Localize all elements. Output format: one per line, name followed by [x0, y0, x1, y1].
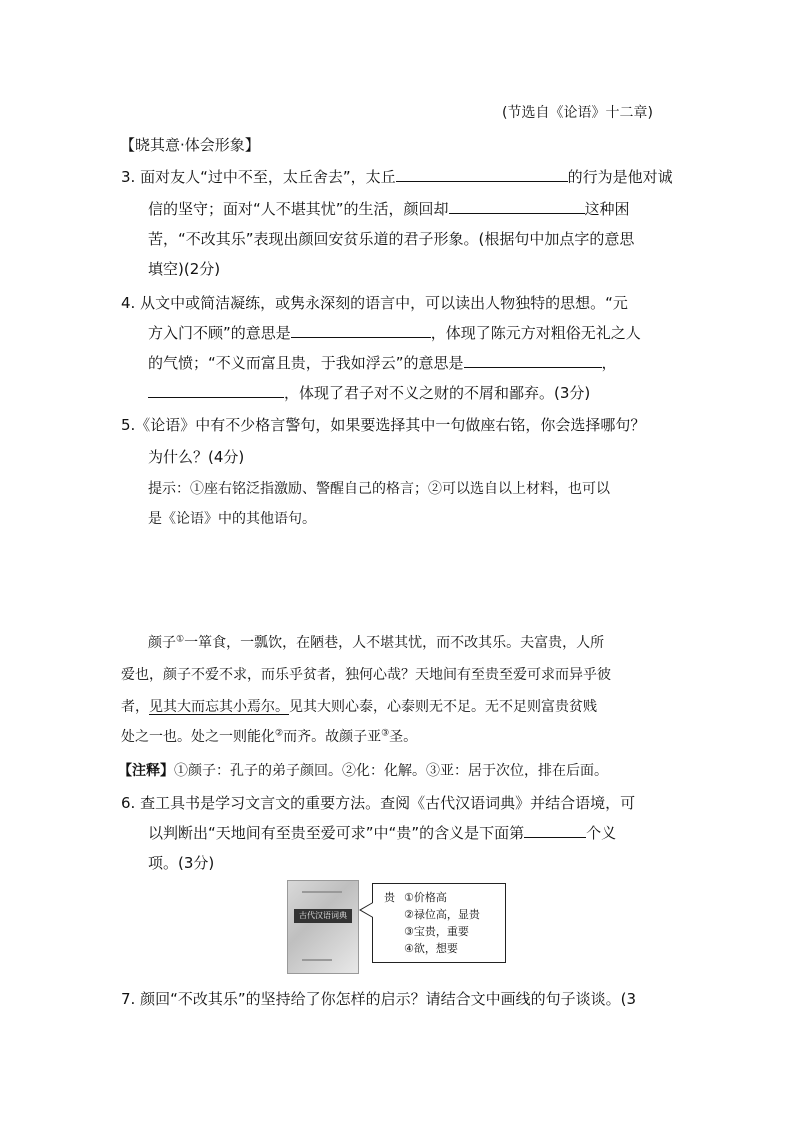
dictionary-sense-4: ④欲，想要	[404, 942, 458, 955]
footnote-mark-1: ①	[176, 634, 185, 645]
passage-line-4	[121, 726, 417, 746]
q5-hint-2: 是《论语》中的其他语句。	[148, 511, 316, 527]
passage-text-4b: 而齐。故颜子亚	[283, 729, 382, 745]
passage-text-1a: 颜子	[148, 635, 176, 651]
q4-line-3	[148, 352, 617, 373]
q4-line-2	[148, 322, 641, 343]
q5-line-1: 5.《论语》中有不少格言警句，如果要选择其中一句做座右铭，你会选择哪句？	[121, 416, 646, 434]
q4-answer-blank-1[interactable]	[291, 323, 431, 338]
q4-text-2a: 方入门不顾”的意思是	[148, 324, 291, 342]
notes-label: 【注释】	[118, 763, 174, 779]
q4-text-4: ，体现了君子对不义之财的不屑和鄙弃。(3分)	[284, 384, 591, 402]
q3-text-2b: 这种困	[584, 200, 630, 218]
q6-text-2b: 个义	[586, 824, 617, 842]
q3-line-4: 填空)(2分)	[148, 260, 221, 278]
dictionary-sense-1: ①价格高	[404, 891, 447, 904]
passage-text-4a: 处之一也。处之一则能化	[121, 729, 275, 745]
notes-text: ①颜子：孔子的弟子颜回。②化：化解。③亚：居于次位，排在后面。	[174, 763, 608, 779]
dictionary-sense-3: ③宝贵，重要	[404, 925, 469, 938]
annotation-notes	[118, 760, 608, 780]
q3-text-1b: 的行为是他对诚	[567, 168, 673, 186]
q5-line-2: 为什么？(4分)	[148, 448, 245, 466]
underlined-sentence: 见其大而忘其小焉尔。	[149, 699, 289, 715]
source-note: (节选自《论语》十二章)	[502, 105, 653, 121]
callout-pointer-fill	[361, 903, 373, 917]
q4-answer-blank-3[interactable]	[148, 383, 284, 398]
dictionary-entry-char: 贵	[384, 891, 395, 904]
book-decoration	[302, 959, 332, 961]
dictionary-sense-2: ②禄位高，显贵	[404, 908, 480, 921]
passage-text-3a: 者，	[121, 699, 149, 715]
q6-text-2a: 以判断出“天地间有至贵至爱可求”中“贵”的含义是下面第	[148, 824, 525, 842]
dictionary-book-image	[287, 880, 359, 974]
dictionary-book-title: 古代汉语词典	[294, 909, 352, 923]
book-decoration	[302, 891, 342, 893]
q4-answer-blank-2[interactable]	[464, 353, 602, 368]
q4-text-3b: ，	[601, 354, 617, 372]
q5-hint-1: 提示：①座右铭泛指激励、警醒自己的格言；②可以选自以上材料，也可以	[148, 481, 610, 497]
passage-line-2: 爱也，颜子不爱不求，而乐乎贫者，独何心哉？天地间有至贵至爱可求而异乎彼	[121, 667, 611, 683]
passage-text-1b: 一箪食，一瓢饮，在陋巷，人不堪其忧，而不改其乐。夫富贵，人所	[184, 635, 605, 651]
q7-line-1: 7. 颜回“不改其乐”的坚持给了你怎样的启示？请结合文中画线的句子谈谈。(3	[121, 990, 637, 1008]
q3-answer-blank-1[interactable]	[396, 167, 568, 182]
q3-line-2	[148, 198, 630, 219]
q3-answer-blank-2[interactable]	[449, 199, 585, 214]
q6-answer-blank[interactable]	[524, 823, 586, 838]
q4-text-2b: ，体现了陈元方对粗俗无礼之人	[430, 324, 641, 342]
q4-text-3a: 的气愤；“不义而富且贵，于我如浮云”的意思是	[148, 354, 464, 372]
passage-text-4c: 圣。	[389, 729, 418, 745]
q3-text-2a: 信的坚守；面对“人不堪其忧”的生活，颜回却	[148, 200, 449, 218]
q4-line-1: 4. 从文中或简洁凝练，或隽永深刻的语言中，可以读出人物独特的思想。“元	[121, 294, 628, 312]
q6-line-2	[148, 822, 616, 843]
q3-text-1a: 3. 面对友人“过中不至，太丘舍去”，太丘	[121, 168, 396, 186]
passage-text-3b: 见其大则心泰，心泰则无不足。无不足则富贵贫贱	[289, 699, 597, 715]
q3-line-3: 苦，“不改其乐”表现出颜回安贫乐道的君子形象。(根据句中加点字的意思	[148, 230, 635, 248]
q6-line-1: 6. 查工具书是学习文言文的重要方法。查阅《古代汉语词典》并结合语境，可	[121, 794, 636, 812]
section-heading: 【晓其意·体会形象】	[120, 136, 260, 154]
q6-line-3: 项。(3分)	[148, 854, 215, 872]
footnote-mark-2: ②	[275, 728, 284, 739]
q3-line-1	[121, 166, 673, 187]
passage-line-1	[148, 632, 604, 652]
q4-line-4	[148, 382, 590, 403]
passage-line-3	[121, 696, 597, 716]
footnote-mark-3: ③	[381, 728, 390, 739]
